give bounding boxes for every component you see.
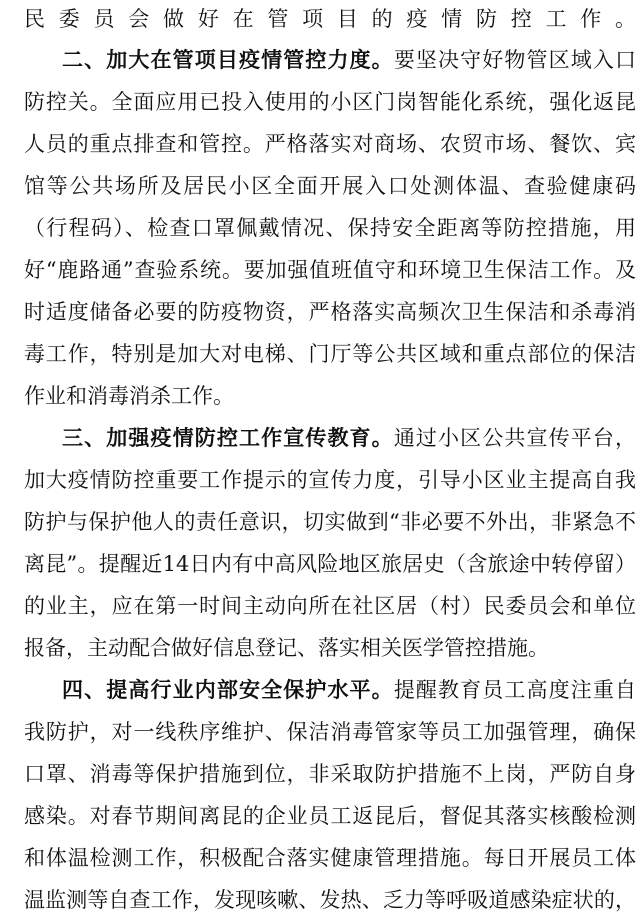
body-line bbox=[24, 294, 636, 330]
body-line bbox=[24, 168, 636, 204]
body-line bbox=[24, 1, 636, 37]
line-text: 馆等公共场所及居民小区全面开展入口处测体温、查验健康码 bbox=[24, 174, 636, 198]
line-text: 防控关。全面应用已投入使用的小区门岗智能化系统，强化返昆 bbox=[24, 90, 636, 114]
line-text: 时适度储备必要的防疫物资，严格落实高频次卫生保洁和杀毒消 bbox=[24, 300, 636, 324]
line-text: 感染。对春节期间离昆的企业员工返昆后，督促其落实核酸检测 bbox=[24, 804, 636, 828]
line-text: 要坚决守好物管区域入口 bbox=[393, 48, 637, 72]
line-text: 作业和消毒消杀工作。 bbox=[24, 384, 234, 408]
line-text: 人员的重点排查和管控。严格落实对商场、农贸市场、餐饮、宾 bbox=[24, 132, 636, 156]
line-text: 口罩、消毒等保护措施到位，非采取防护措施不上岗，严防自身 bbox=[24, 762, 636, 786]
body-line bbox=[24, 336, 636, 372]
section-3-first-line bbox=[62, 420, 636, 456]
line-text: （行程码）、检查口罩佩戴情况、保持安全距离等防控措施，用 bbox=[24, 216, 636, 240]
body-line bbox=[24, 252, 636, 288]
section-2-first-line bbox=[62, 42, 636, 78]
line-text: 加大疫情防控重要工作提示的宣传力度，引导小区业主提高自我 bbox=[24, 468, 636, 492]
line-text: 离昆”。提醒近14日内有中高风险地区旅居史（含旅途中转停留） bbox=[24, 552, 636, 576]
body-line bbox=[24, 84, 636, 120]
body-line bbox=[24, 546, 636, 582]
body-line bbox=[24, 756, 636, 792]
line-text: 的业主，应在第一时间主动向所在社区居（村）民委员会和单位 bbox=[24, 594, 636, 618]
line-text: 和体温检测工作，积极配合落实健康管理措施。每日开展员工体 bbox=[24, 846, 636, 870]
body-line bbox=[24, 882, 636, 918]
body-line bbox=[24, 630, 636, 666]
line-text: 我防护，对一线秩序维护、保洁消毒管家等员工加强管理，确保 bbox=[24, 720, 636, 744]
line-text: 温监测等自查工作，发现咳嗽、发热、乏力等呼吸道感染症状的， bbox=[24, 888, 636, 912]
body-line bbox=[24, 126, 636, 162]
line-text: 毒工作，特别是加大对电梯、门厅等公共区域和重点部位的保洁 bbox=[24, 342, 636, 366]
body-line bbox=[24, 840, 636, 876]
section-2-heading: 二、加大在管项目疫情管控力度。 bbox=[62, 48, 394, 72]
body-line bbox=[24, 378, 636, 414]
section-4-first-line bbox=[62, 672, 636, 708]
section-3-heading: 三、加强疫情防控工作宣传教育。 bbox=[62, 426, 394, 450]
line-text: 民委员会做好在管项目的疫情防控工作。 bbox=[24, 7, 636, 31]
line-text: 通过小区公共宣传平台， bbox=[393, 426, 637, 450]
section-4-heading: 四、提高行业内部安全保护水平。 bbox=[62, 678, 394, 702]
line-text: 报备，主动配合做好信息登记、落实相关医学管控措施。 bbox=[24, 636, 549, 660]
line-text: 好“鹿路通”查验系统。要加强值班值守和环境卫生保洁工作。及 bbox=[24, 258, 636, 282]
body-line bbox=[24, 714, 636, 750]
body-line bbox=[24, 798, 636, 834]
body-line bbox=[24, 210, 636, 246]
body-line bbox=[24, 462, 636, 498]
line-text: 防护与保护他人的责任意识，切实做到“非必要不外出，非紧急不 bbox=[24, 510, 636, 534]
body-line bbox=[24, 588, 636, 624]
line-text: 提醒教育员工高度注重自 bbox=[393, 678, 637, 702]
body-line bbox=[24, 504, 636, 540]
